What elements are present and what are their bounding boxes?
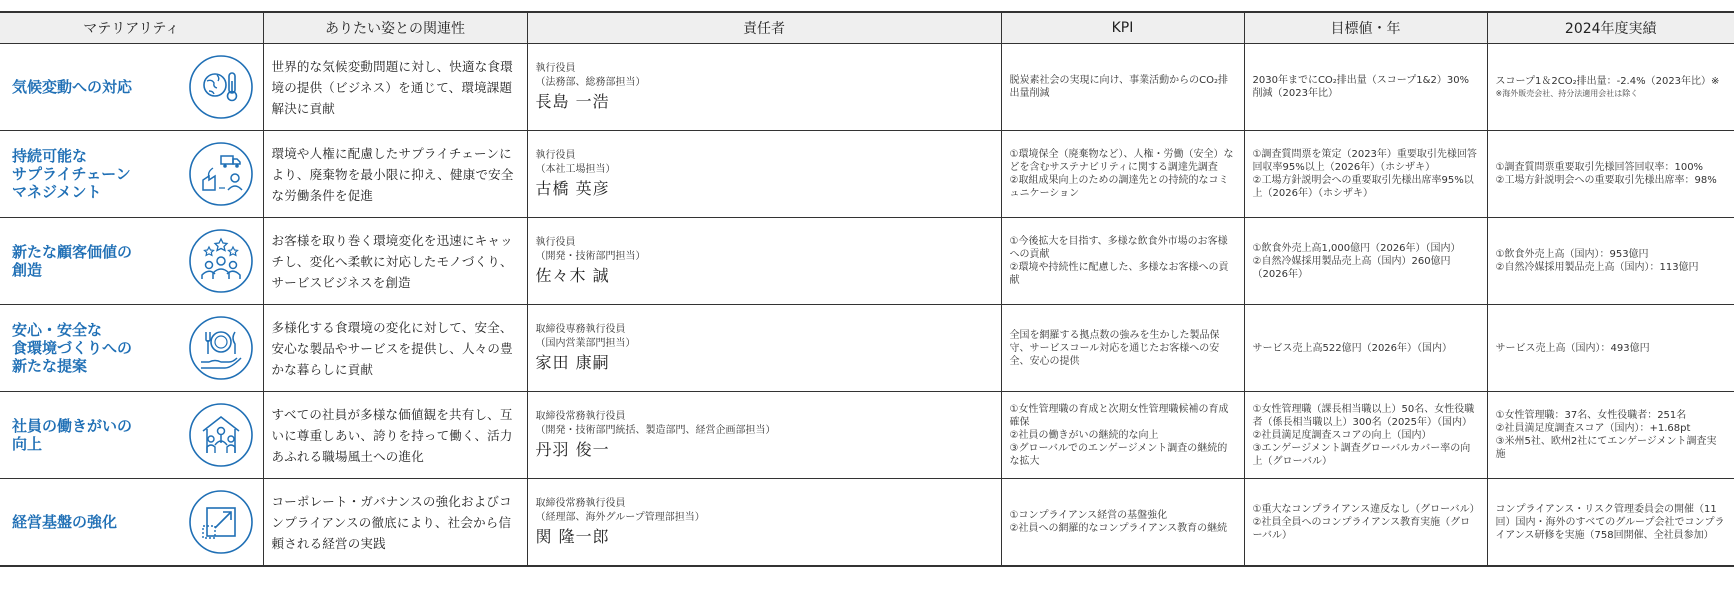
kpi-cell <box>1001 218 1244 305</box>
vision-text: コーポレート・ガバナンスの強化およびコンプライアンスの徹底により、社会から信頼される経営の実践 <box>271 493 512 551</box>
responsible-person: 長島 一浩 <box>535 92 610 111</box>
materiality-wrap <box>12 227 255 295</box>
vision-cell <box>263 392 527 479</box>
materiality-name: 気候変動への対応 <box>12 78 133 96</box>
responsible-cell <box>527 44 1001 131</box>
table-row <box>0 305 1734 392</box>
header-responsible: 責任者 <box>527 12 1001 44</box>
responsible-cell <box>527 305 1001 392</box>
responsible-cell <box>527 131 1001 218</box>
kpi-item: ①女性管理職の育成と次期女性管理職候補の育成確保 <box>1009 403 1229 428</box>
kpi-cell <box>1001 479 1244 567</box>
target-item: ②工場方針説明会への重要取引先様出席率95%以上（2026年）（ホシザキ） <box>1252 175 1474 199</box>
header-row <box>0 12 1734 44</box>
responsible-role: 取締役専務執行役員 <box>535 324 626 335</box>
result-item: ①調査質問票重要取引先様回答回収率：100% <box>1495 162 1704 173</box>
result-cell <box>1487 305 1734 392</box>
materiality-wrap <box>12 140 255 208</box>
result-cell <box>1487 392 1734 479</box>
responsible-person: 佐々木 誠 <box>535 266 610 285</box>
result-item: ③米州5社、欧州2社にてエンゲージメント調査実施 <box>1495 436 1717 460</box>
kpi-item: ②環境や持続性に配慮した、多様なお客様への貢献 <box>1009 262 1229 286</box>
target-cell <box>1244 479 1487 567</box>
materiality-cell <box>0 44 263 131</box>
responsible-dept: （開発・技術部門統括、製造部門、経営企画部担当） <box>535 425 776 436</box>
kpi-item: ①今後拡大を目指す、多様な飲食外市場のお客様への貢献 <box>1009 236 1228 260</box>
result-cell <box>1487 479 1734 567</box>
result-item: ②自然冷媒採用製品売上高（国内）：113億円 <box>1495 262 1699 273</box>
responsible-person: 関 隆一郎 <box>535 527 610 546</box>
vision-text: 多様化する食環境の変化に対して、安全、安心な製品やサービスを提供し、人々の豊かな暮らしに貢献 <box>271 319 513 377</box>
responsible-dept: （本社工場担当） <box>535 164 616 175</box>
result-item: ②社員満足度調査スコア（国内）：+1.68pt <box>1495 423 1691 434</box>
table-row <box>0 218 1734 305</box>
target-cell <box>1244 44 1487 131</box>
materiality-name: 安心・安全な 食環境づくりへの 新たな提案 <box>12 321 133 375</box>
target-item: ③エンゲージメント調査グローバルカバー率の向上（グローバル） <box>1252 442 1471 467</box>
table-row <box>0 479 1734 567</box>
materiality-name: 新たな顧客価値の 創造 <box>12 243 133 279</box>
target-item: サービス売上高522億円（2026年）（国内） <box>1252 342 1453 354</box>
plate-cutlery-icon <box>187 314 255 382</box>
responsible-role: 執行役員 <box>535 63 576 74</box>
responsible-dept: （開発・技術部門担当） <box>535 251 646 262</box>
kpi-cell <box>1001 44 1244 131</box>
result-item: スコープ1＆2CO₂排出量：-2.4%（2023年比）※ <box>1495 76 1720 87</box>
target-cell <box>1244 218 1487 305</box>
kpi-cell <box>1001 131 1244 218</box>
result-cell <box>1487 44 1734 131</box>
target-item: ②社員全員へのコンプライアンス教育実施（グローバル） <box>1252 516 1471 541</box>
materiality-cell <box>0 392 263 479</box>
vision-cell <box>263 305 527 392</box>
result-item: ①飲食外売上高（国内）：953億円 <box>1495 249 1649 260</box>
materiality-cell <box>0 218 263 305</box>
target-item: ①飲食外売上高1,000億円（2026年）（国内） <box>1252 242 1461 254</box>
materiality-name: 経営基盤の強化 <box>12 513 118 531</box>
result-note: ※海外販売会社、持分法適用会社は除く <box>1495 89 1639 98</box>
materiality-wrap <box>12 314 255 382</box>
target-item: ②社員満足度調査スコアの向上（国内） <box>1252 429 1432 441</box>
target-cell <box>1244 305 1487 392</box>
target-item: ①重大なコンプライアンス違反なし（グローバル） <box>1252 503 1480 515</box>
materiality-table <box>0 11 1734 567</box>
kpi-cell <box>1001 305 1244 392</box>
responsible-cell <box>527 218 1001 305</box>
people-house-icon <box>187 401 255 469</box>
responsible-dept: （経理部、海外グループ管理部担当） <box>535 512 705 523</box>
responsible-cell <box>527 479 1001 567</box>
responsible-dept: （法務部、総務部担当） <box>535 77 646 88</box>
kpi-item: 脱炭素社会の実現に向け、事業活動からのCO₂排出量削減 <box>1009 75 1228 99</box>
header-target: 目標値・年 <box>1244 12 1487 44</box>
target-item: ①調査質問票を策定（2023年）重要取引先様回答回収率95%以上（2026年）（ホシザキ） <box>1252 149 1477 173</box>
materiality-name: 持続可能な サプライチェーン マネジメント <box>12 147 131 201</box>
kpi-cell <box>1001 392 1244 479</box>
responsible-person: 丹羽 俊一 <box>535 440 610 459</box>
header-result: 2024年度実績 <box>1487 12 1734 44</box>
target-item: ②自然冷媒採用製品売上高（国内）260億円（2026年） <box>1252 255 1451 280</box>
materiality-wrap <box>12 401 255 469</box>
result-item: サービス売上高（国内）：493億円 <box>1495 342 1650 354</box>
vision-cell <box>263 131 527 218</box>
kpi-item: ①環境保全（廃棄物など）、人権・労働（安全）などを含むサステナビリティに関する調達先調査 <box>1009 149 1234 173</box>
vision-cell <box>263 44 527 131</box>
responsible-person: 家田 康嗣 <box>535 353 610 372</box>
result-cell <box>1487 218 1734 305</box>
vision-text: すべての社員が多様な価値観を共有し、互いに尊重しあい、誇りを持って働く、活力あふれる職場風土への進化 <box>271 406 513 464</box>
kpi-item: 全国を網羅する拠点数の強みを生かした製品保守、サービスコール対応を通じたお客様への安全、安心の提供 <box>1009 329 1220 367</box>
customers-stars-icon <box>187 227 255 295</box>
earth-thermometer-icon <box>187 53 255 121</box>
responsible-role: 取締役常務執行役員 <box>535 411 626 422</box>
vision-text: 環境や人権に配慮したサプライチェーンにより、廃棄物を最小限に抑え、健康で安全な労働条件を促進 <box>271 145 514 203</box>
responsible-dept: （国内営業部門担当） <box>535 338 636 349</box>
target-item: ①女性管理職（課長相当職以上）50名、女性役職者（係長相当職以上）300名（2025年）（国内） <box>1252 403 1475 428</box>
supply-chain-icon <box>187 140 255 208</box>
table-row <box>0 44 1734 131</box>
kpi-item: ①コンプライアンス経営の基盤強化 <box>1009 510 1168 521</box>
result-cell <box>1487 131 1734 218</box>
responsible-role: 執行役員 <box>535 150 576 161</box>
result-item: コンプライアンス・リスク管理委員会の開催（11回）国内・海外のすべてのグループ会社でコンプライアンス研修を実施（758回開催、全社員参加） <box>1495 503 1725 541</box>
header-materiality: マテリアリティ <box>0 12 263 44</box>
materiality-name: 社員の働きがいの 向上 <box>12 417 133 453</box>
responsible-cell <box>527 392 1001 479</box>
vision-text: 世界的な気候変動問題に対し、快適な食環境の提供（ビジネス）を通じて、環境課題解決に貢献 <box>271 58 513 116</box>
materiality-wrap <box>12 53 255 121</box>
header-kpi: KPI <box>1001 12 1244 44</box>
kpi-item: ②社員の働きがいの継続的な向上 <box>1009 429 1159 441</box>
header-vision: ありたい姿との関連性 <box>263 12 527 44</box>
target-item: 2030年までにCO₂排出量（スコープ1&2）30%削減（2023年比） <box>1252 75 1470 99</box>
table-row <box>0 392 1734 479</box>
responsible-role: 取締役常務執行役員 <box>535 498 626 509</box>
materiality-cell <box>0 131 263 218</box>
responsible-person: 古橋 英彦 <box>535 179 610 198</box>
responsible-role: 執行役員 <box>535 237 576 248</box>
vision-cell <box>263 479 527 567</box>
target-cell <box>1244 392 1487 479</box>
result-item: ①女性管理職：37名、女性役職者：251名 <box>1495 410 1687 421</box>
vision-cell <box>263 218 527 305</box>
materiality-wrap <box>12 488 255 556</box>
vision-text: お客様を取り巻く環境変化を迅速にキャッチし、変化へ柔軟に対応したモノづくり、サービスビジネスを創造 <box>271 232 513 290</box>
table-row <box>0 131 1734 218</box>
materiality-cell <box>0 305 263 392</box>
result-item: ②工場方針説明会への重要取引先様出席率：98% <box>1495 175 1717 186</box>
expand-arrow-icon <box>187 488 255 556</box>
target-cell <box>1244 131 1487 218</box>
kpi-item: ②社員への網羅的なコンプライアンス教育の継続 <box>1009 523 1228 534</box>
kpi-item: ②取組成果向上のための調達先との持続的なコミュニケーション <box>1009 175 1229 199</box>
materiality-cell <box>0 479 263 567</box>
kpi-item: ③グローバルでのエンゲージメント調査の継続的な拡大 <box>1009 442 1228 467</box>
